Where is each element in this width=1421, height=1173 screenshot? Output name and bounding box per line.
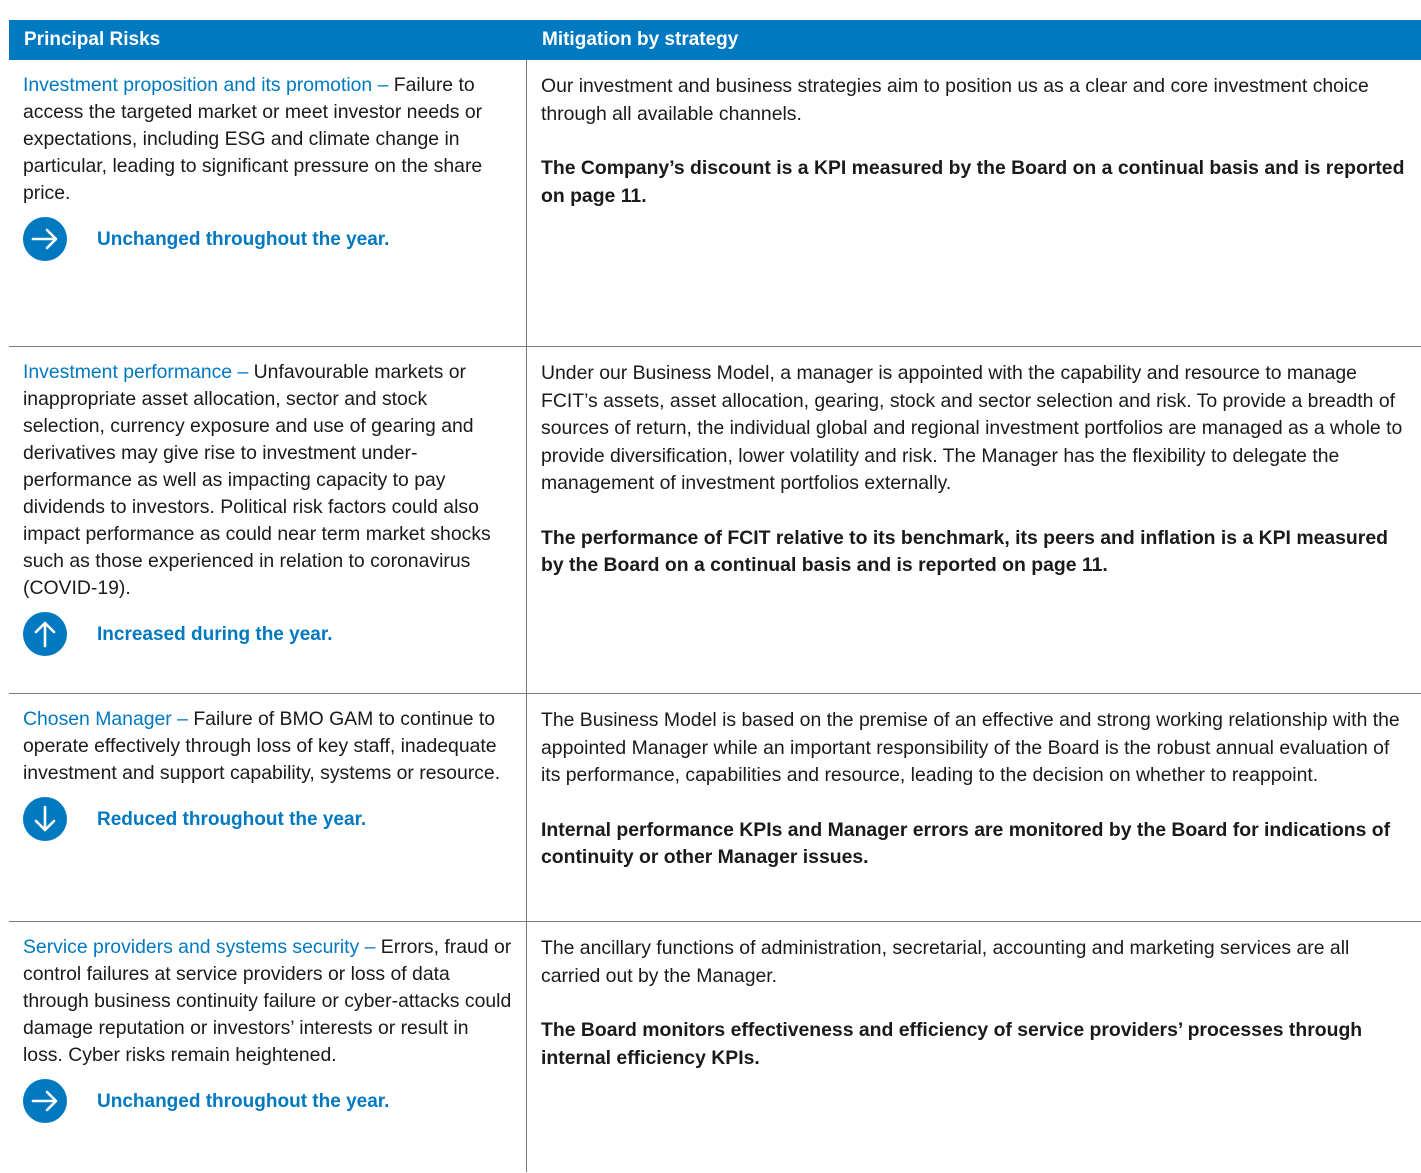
mitigation-text: The Business Model is based on the premise of an effective and strong working relationship with the appointed Manager while an important responsibility of the Board is the robust annual evaluation of its performance, capabilities and resource, leading to the decision on whether to reappoint. xyxy=(541,709,1400,786)
mitigation-kpi: Internal performance KPIs and Manager errors are monitored by the Board for indications of continuity or other Manager issues. xyxy=(541,818,1391,868)
risk-title: Chosen Manager – xyxy=(23,708,188,730)
risk-status xyxy=(23,217,512,261)
risk-title: Investment proposition and its promotion – xyxy=(23,74,389,96)
risk-cell xyxy=(9,347,527,693)
header-mitigation: Mitigation by strategy xyxy=(542,29,739,50)
mitigation-cell xyxy=(527,60,1421,346)
risk-status xyxy=(23,797,512,841)
risk-title: Investment performance – xyxy=(23,361,249,383)
mitigation-cell xyxy=(527,347,1421,693)
mitigation-kpi: The performance of FCIT relative to its benchmark, its peers and inflation is a KPI measured by the Board on a continual basis and is reported on page 11. xyxy=(541,526,1388,576)
risk-title: Service providers and systems security – xyxy=(23,936,376,958)
risk-description: Failure to access the targeted market or meet investor needs or expectations, including ESG and climate change in particular, leading to significant pressure on the share price. xyxy=(23,74,483,204)
mitigation-text: Under our Business Model, a manager is appointed with the capability and resource to manage FCIT’s assets, asset allocation, gearing, stock and sector selection and risk. To provide a breadth of sources of return, the individual global and regional investment portfolios are managed as a whole to provide diversification, lower volatility and risk. The Manager has the flexibility to delegate the management of investment portfolios externally. xyxy=(541,362,1403,494)
table-row xyxy=(9,347,1421,694)
table-row xyxy=(9,60,1421,347)
arrow-right-icon xyxy=(23,217,67,261)
arrow-down-icon xyxy=(23,797,67,841)
risk-cell xyxy=(9,922,527,1172)
header-principal-risks: Principal Risks xyxy=(24,29,161,50)
mitigation-cell xyxy=(527,694,1421,921)
table-row xyxy=(9,694,1421,922)
mitigation-cell xyxy=(527,922,1421,1172)
status-label: Unchanged throughout the year. xyxy=(97,1090,390,1112)
risk-description: Failure of BMO GAM to continue to operate effectively through loss of key staff, inadequate investment and support capability, systems or resource. xyxy=(23,708,501,784)
mitigation-text: Our investment and business strategies aim to position us as a clear and core investment choice through all available channels. xyxy=(541,75,1369,125)
status-label: Reduced throughout the year. xyxy=(97,808,367,830)
mitigation-kpi: The Company’s discount is a KPI measured by the Board on a continual basis and is reported on page 11. xyxy=(541,157,1405,207)
status-label: Increased during the year. xyxy=(97,623,333,645)
risk-description: Unfavourable markets or inappropriate asset allocation, sector and stock selection, currency exposure and use of gearing and derivatives may give rise to investment under-performance as well as impacting capacity to pay dividends to investors. Political risk factors could also impact performance as could near term market shocks such as those experienced in relation to coronavirus (COVID-19). xyxy=(23,361,491,599)
mitigation-kpi: The Board monitors effectiveness and efficiency of service providers’ processes through internal efficiency KPIs. xyxy=(541,1019,1363,1069)
risk-description: Errors, fraud or control failures at service providers or loss of data through business continuity failure or cyber-attacks could damage reputation or investors’ interests or result in loss. Cyber risks remain heightened. xyxy=(23,936,512,1066)
risk-table xyxy=(9,20,1421,1172)
risk-status xyxy=(23,1079,512,1123)
mitigation-text: The ancillary functions of administration, secretarial, accounting and marketing services are all carried out by the Manager. xyxy=(541,937,1350,987)
table-row xyxy=(9,922,1421,1172)
table-header xyxy=(9,20,1421,60)
arrow-right-icon xyxy=(23,1079,67,1123)
arrow-up-icon xyxy=(23,612,67,656)
risk-cell xyxy=(9,60,527,346)
status-label: Unchanged throughout the year. xyxy=(97,228,390,250)
risk-status xyxy=(23,612,512,656)
risk-cell xyxy=(9,694,527,921)
